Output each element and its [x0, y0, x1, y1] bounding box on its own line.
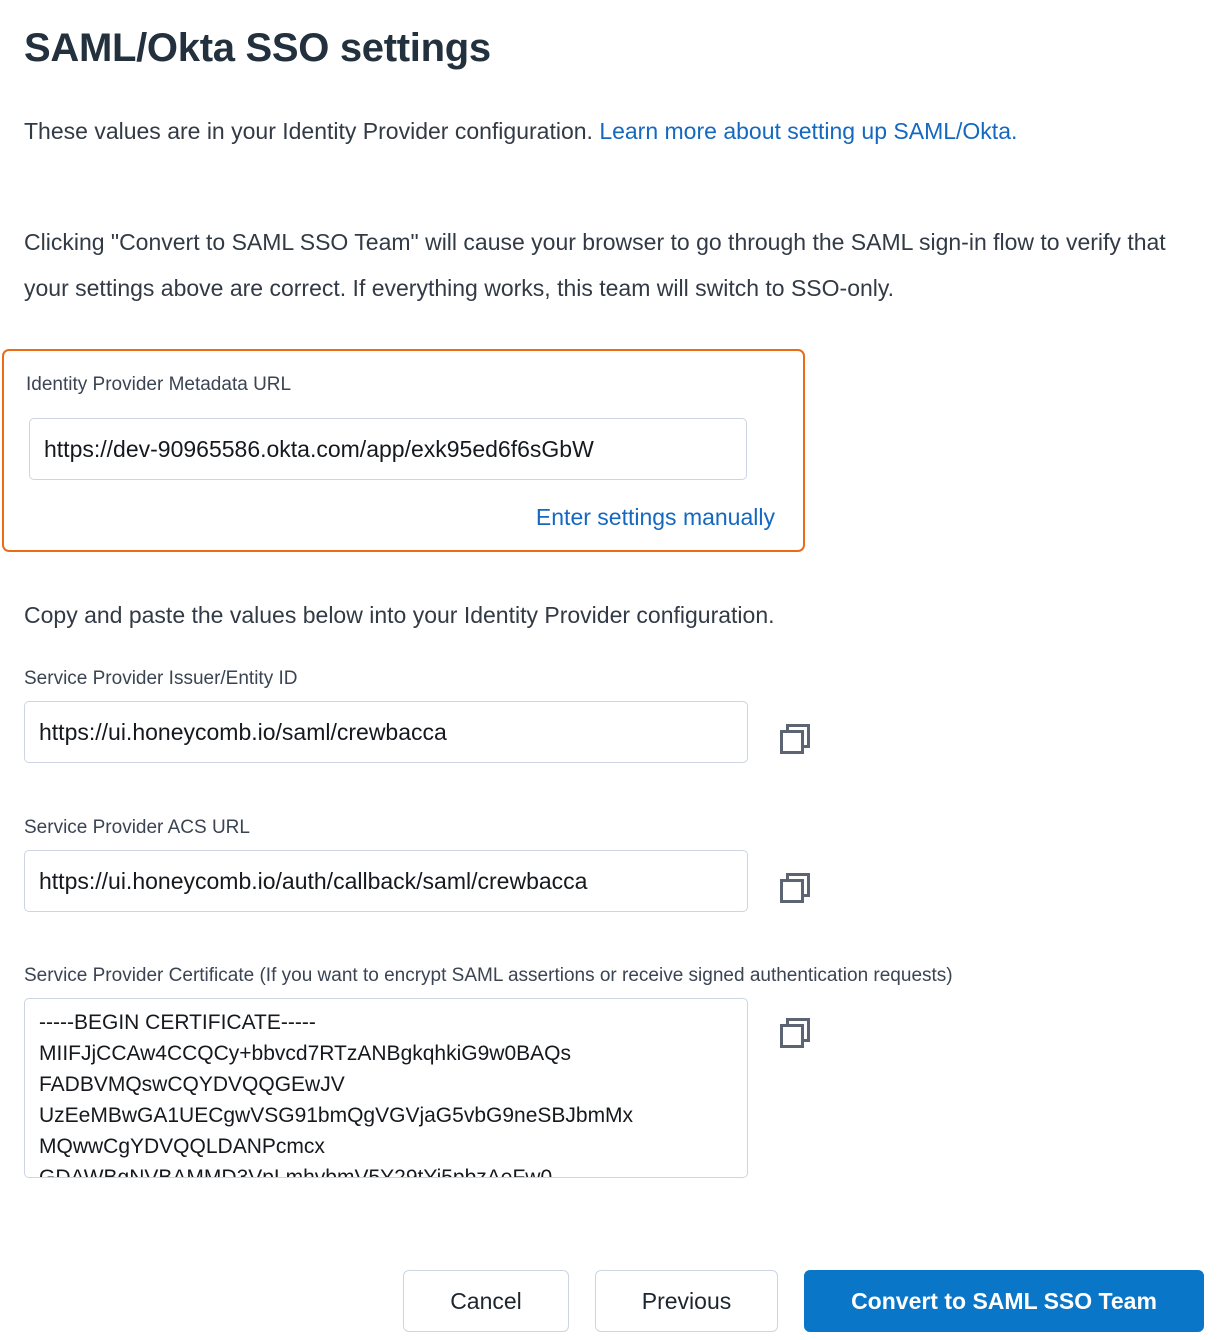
- previous-button[interactable]: Previous: [595, 1270, 778, 1332]
- cancel-button[interactable]: Cancel: [403, 1270, 569, 1332]
- intro-paragraph-1-text: These values are in your Identity Provider configuration.: [24, 118, 600, 144]
- service-provider-certificate-field: [24, 965, 953, 1178]
- copy-certificate-button[interactable]: [778, 1016, 812, 1050]
- service-provider-certificate-textarea[interactable]: [24, 998, 748, 1178]
- copy-paste-instruction: Copy and paste the values below into your Identity Provider configuration.: [24, 602, 775, 628]
- identity-provider-metadata-url-input[interactable]: [29, 418, 747, 480]
- service-provider-acs-url-input[interactable]: [24, 850, 748, 912]
- learn-more-saml-okta-link[interactable]: Learn more about setting up SAML/Okta.: [599, 118, 1018, 144]
- service-provider-issuer-input[interactable]: [24, 701, 748, 763]
- footer-button-row: [0, 1270, 1227, 1340]
- copy-icon: [778, 722, 812, 756]
- page-title: SAML/Okta SSO settings: [24, 25, 491, 70]
- identity-provider-metadata-url-label: Identity Provider Metadata URL: [26, 374, 292, 395]
- service-provider-issuer-label: Service Provider Issuer/Entity ID: [24, 668, 298, 689]
- copy-acs-url-button[interactable]: [778, 871, 812, 905]
- copy-icon: [778, 1016, 812, 1050]
- identity-provider-metadata-panel: [2, 349, 805, 552]
- service-provider-certificate-label: Service Provider Certificate (If you want to encrypt SAML assertions or receive signed authentication requests): [24, 965, 953, 986]
- service-provider-acs-url-field: [24, 817, 748, 912]
- intro-paragraph-1: [24, 108, 1204, 154]
- service-provider-issuer-field: [24, 668, 748, 763]
- copy-issuer-button[interactable]: [778, 722, 812, 756]
- copy-icon: [778, 871, 812, 905]
- enter-settings-manually-link[interactable]: Enter settings manually: [535, 504, 775, 530]
- service-provider-acs-url-label: Service Provider ACS URL: [24, 817, 250, 838]
- convert-to-saml-sso-team-button[interactable]: Convert to SAML SSO Team: [804, 1270, 1204, 1332]
- intro-paragraph-2: Clicking "Convert to SAML SSO Team" will cause your browser to go through the SAML sign-in flow to verify that your settings above are correct. If everything works, this team will switch to SSO-only.: [24, 229, 1166, 301]
